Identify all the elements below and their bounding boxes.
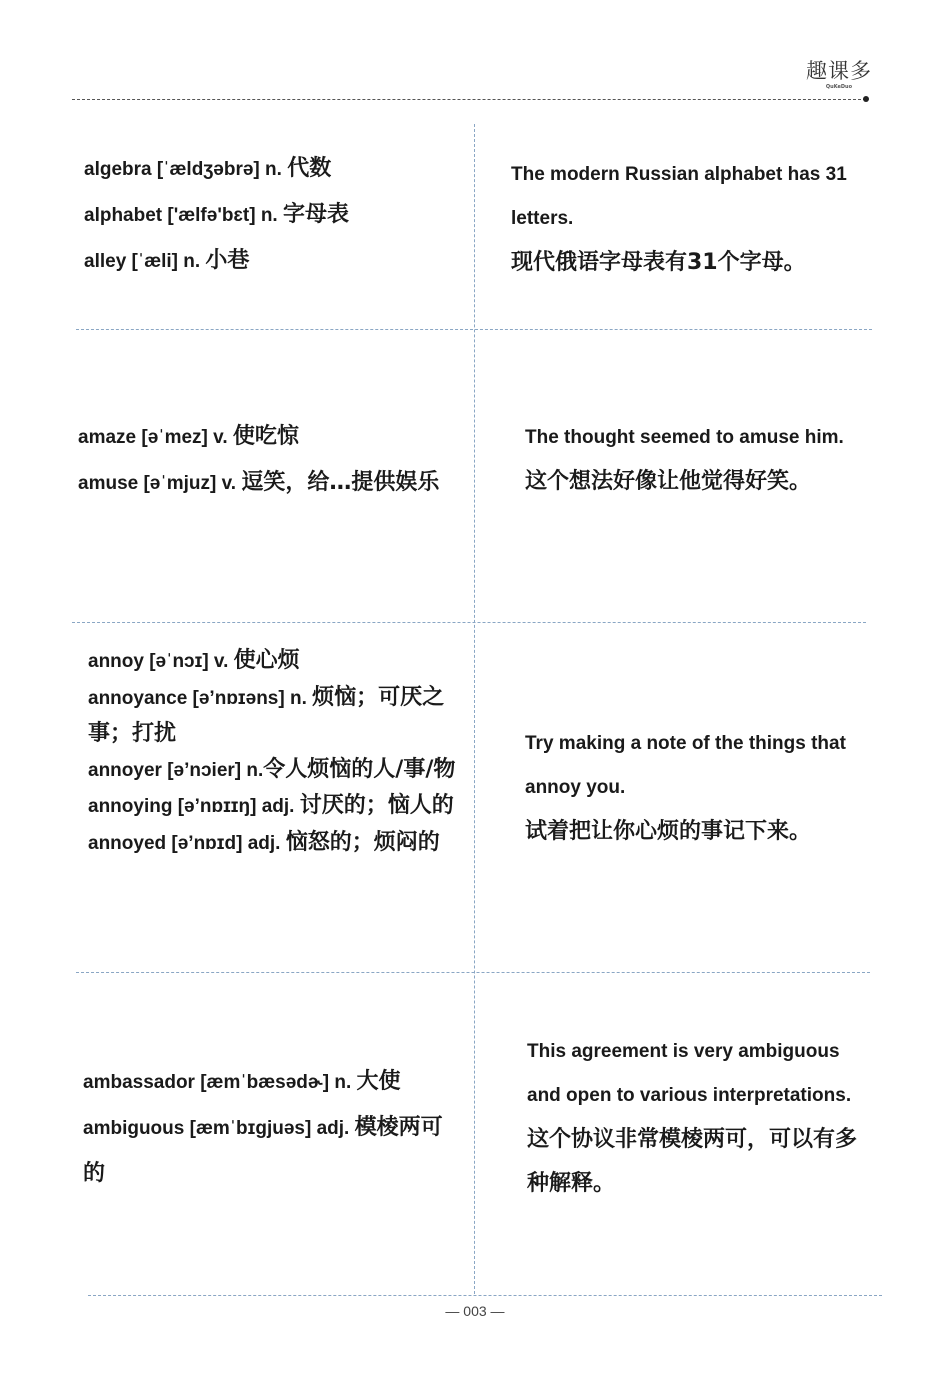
word-phonetic: amaze [əˈmez] v. [78,427,233,448]
word-meaning: 讨厌的；恼人的 [299,793,454,818]
word-meaning: 恼怒的；烦闷的 [285,829,440,855]
logo-chinese-text: 趣课多 [806,59,872,83]
row-divider [76,972,870,973]
word-entry [84,146,464,192]
word-list [83,1059,463,1196]
example-sentence [511,153,866,285]
word-phonetic: amuse [əˈmjuz] v. [78,473,242,494]
word-phonetic: ambiguous [æmˈbɪgjuəs] adj. [83,1118,355,1139]
word-entry [83,1059,463,1105]
word-phonetic: annoy [əˈnɔɪ] v. [88,651,234,672]
header-divider [72,99,866,100]
word-meaning: 字母表 [282,202,349,227]
word-phonetic: annoyer [ə’nɔier] n. [88,759,264,781]
word-phonetic: alphabet ['ælfə'bɛt] n. [84,205,283,226]
word-entry [84,238,464,284]
page-number: — 003 — [445,1303,505,1319]
word-phonetic: annoying [ə’nɒɪɪŋ] adj. [88,796,300,817]
word-phonetic: annoyance [ə’nɒɪəns] n. [88,687,313,709]
example-sentence [525,722,860,854]
word-list [78,414,462,506]
row-divider [72,622,866,623]
example-english: The thought seemed to amuse him. [525,427,844,448]
word-entry [88,643,466,680]
word-entry [88,825,466,862]
word-entry [78,414,462,460]
example-chinese: 现代俄语字母表有31个字母。 [511,250,806,275]
word-phonetic: ambassador [æmˈbæsədɚ] n. [83,1072,357,1093]
word-phonetic: alley [ˈæli] n. [84,251,206,272]
example-english: This agreement is very ambiguous and open to various interpretations. [527,1041,852,1106]
word-entry [88,788,466,825]
word-meaning: 逗笑，给…提供娱乐 [241,470,440,495]
word-entry [88,752,466,789]
example-sentence [527,1030,862,1206]
word-meaning: 大使 [356,1069,401,1094]
word-meaning: 烦恼；可厌之事；打扰 [88,684,445,746]
column-divider [474,124,475,1294]
word-list [84,146,464,284]
example-chinese: 这个协议非常模棱两可，可以有多种解释。 [527,1127,858,1196]
word-phonetic: annoyed [ə’nɒɪd] adj. [88,832,286,854]
example-chinese: 试着把让你心烦的事记下来。 [525,819,812,844]
word-entry [88,680,466,752]
row-divider [76,329,872,330]
word-entry [78,460,462,506]
word-phonetic: algebra [ˈældʒəbrə] n. [84,159,288,180]
word-meaning: 使心烦 [233,648,300,673]
word-meaning: 小巷 [205,248,250,273]
word-entry [84,192,464,238]
logo-english-text: QuKeDuo [825,84,853,90]
word-meaning: 令人烦恼的人/事/物 [263,756,456,782]
word-list [88,643,466,861]
word-entry [83,1105,463,1196]
word-meaning: 使吃惊 [232,424,299,449]
example-english: The modern Russian alphabet has 31 letters. [511,164,847,229]
row-divider [88,1295,882,1296]
word-meaning: 代数 [287,156,332,181]
example-chinese: 这个想法好像让他觉得好笑。 [525,469,812,494]
word-meaning: 模棱两可的 [83,1115,443,1186]
example-english: Try making a note of the things that annoy you. [525,733,846,798]
example-sentence [525,416,860,504]
header-divider-dot [863,96,869,102]
brand-logo [806,58,872,91]
